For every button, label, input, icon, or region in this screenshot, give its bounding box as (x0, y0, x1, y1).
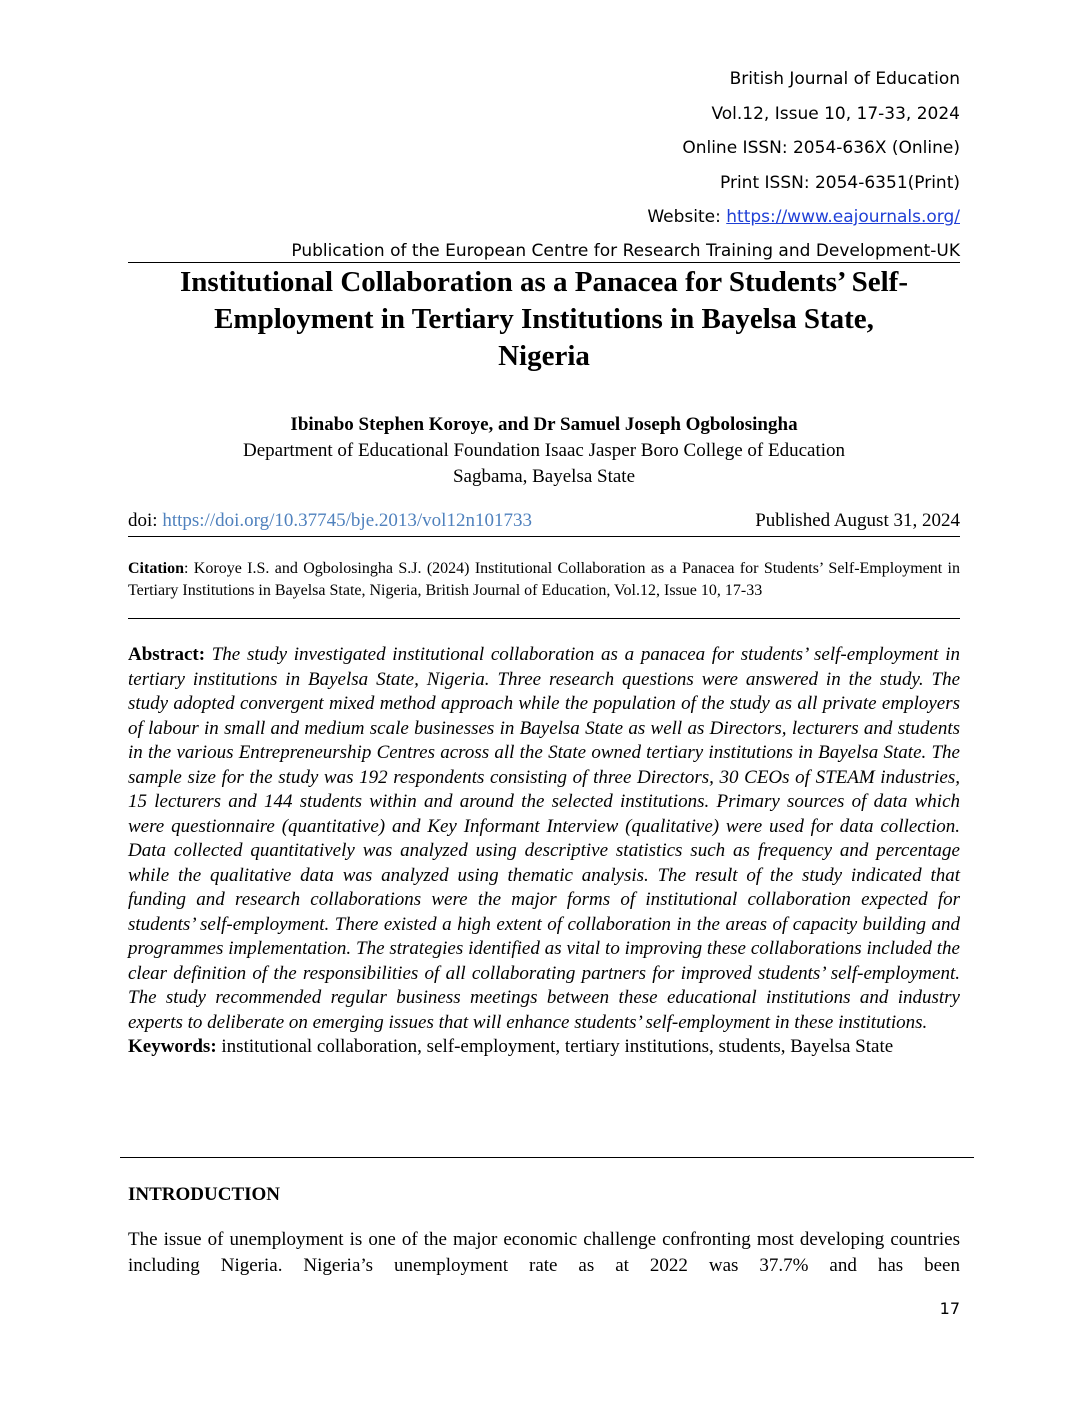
journal-header (647, 62, 960, 235)
keywords-text: institutional collaboration, self-employment, tertiary institutions, students, Bayelsa State (216, 1036, 894, 1057)
affiliation-line-2: Sagbama, Bayelsa State (452, 466, 636, 487)
citation-label: Citation (128, 560, 184, 577)
website-label: Website: (647, 207, 727, 227)
affiliation-line-1: Department of Educational Foundation Isaac Jasper Boro College of Education (242, 440, 846, 461)
print-issn: Print ISSN: 2054-6351(Print) (720, 172, 960, 193)
intro-heading: INTRODUCTION (128, 1184, 281, 1205)
title-line-3: Nigeria (498, 340, 590, 372)
journal-name: British Journal of Education (729, 69, 960, 89)
online-issn: Online ISSN: 2054-636X (Online) (682, 138, 960, 158)
publisher-line: Publication of the European Centre for Research Training and Development-UK (128, 240, 960, 263)
doi (128, 508, 532, 534)
abstract-text: The study investigated institutional collaboration as a panacea for students’ self-employment in tertiary institutions in Bayelsa State, Nigeria. Three research questions were answered in the study. The study adopted convergent mixed method approach while the population of the study as all private employers of labour in small and medium scale businesses in Bayelsa State as well as Directors, lecturers and students in the various Entrepreneurship Centres across all the State owned tertiary institutions in Bayelsa State. The sample size for the study was 192 respondents consisting of three Directors, 30 CEOs of STEAM industries, 15 lecturers and 144 students within and around the selected institutions. Primary sources of data which were questionnaire (quantitative) and Key Informant Interview (qualitative) were used for data collection. Data collected quantitatively was analyzed using descriptive statistics such as frequency and percentage while the qualitative data was analyzed using thematic analysis. The result of the study indicated that funding and research collaborations were the major forms of institutional collaboration expected for students’ self-employment. There existed a high extent of collaboration in the areas of capacity building and programmes implementation. The strategies identified as vital to improving these collaborations included the clear definition of the responsibilities of all collaborating partners for improved students’ self-employment. The study recommended regular business meetings between these educational institutions and industry experts to deliberate on emerging issues that will enhance students’ self-employment in these institutions. (128, 644, 960, 1033)
page-number: 17 (939, 1299, 960, 1318)
journal-volume: Vol.12, Issue 10, 17-33, 2024 (711, 103, 960, 124)
keywords-label: Keywords: (128, 1036, 217, 1057)
intro-text: The issue of unemployment is one of the major economic challenge confronting most developing countries including Nigeria. Nigeria’s unemployment rate as at 2022 was 37.7% and has been (128, 1229, 960, 1276)
keywords-line (128, 1035, 960, 1060)
published-date: Published August 31, 2024 (755, 510, 960, 531)
author-block (128, 412, 960, 490)
abstract-paragraph (128, 643, 960, 1035)
citation-text: : Koroye I.S. and Ogbolosingha S.J. (2024) Institutional Collaboration as a Panacea for Students’ Self-Employment in Tertiary Institutions in Bayelsa State, Nigeria, British Journal of Education, Vol.12, Issue 10, 17-33 (128, 560, 960, 599)
abstract-label: Abstract: (128, 644, 206, 665)
author-names: Ibinabo Stephen Koroye, and Dr Samuel Joseph Ogbolosingha (290, 414, 798, 435)
title-line-1: Institutional Collaboration as a Panacea for Students’ Self- (180, 266, 908, 298)
website-link[interactable]: https://www.eajournals.org/ (726, 207, 960, 227)
website-line (647, 200, 960, 235)
doi-line (128, 508, 960, 537)
paper-title (128, 264, 960, 375)
keywords-divider (120, 1157, 974, 1158)
doi-link[interactable]: https://doi.org/10.37745/bje.2013/vol12n101733 (162, 510, 532, 531)
citation-block (128, 558, 960, 619)
abstract-block (128, 643, 960, 1060)
title-line-2: Employment in Tertiary Institutions in Bayelsa State, (214, 303, 874, 335)
doi-label: doi: (128, 510, 163, 531)
